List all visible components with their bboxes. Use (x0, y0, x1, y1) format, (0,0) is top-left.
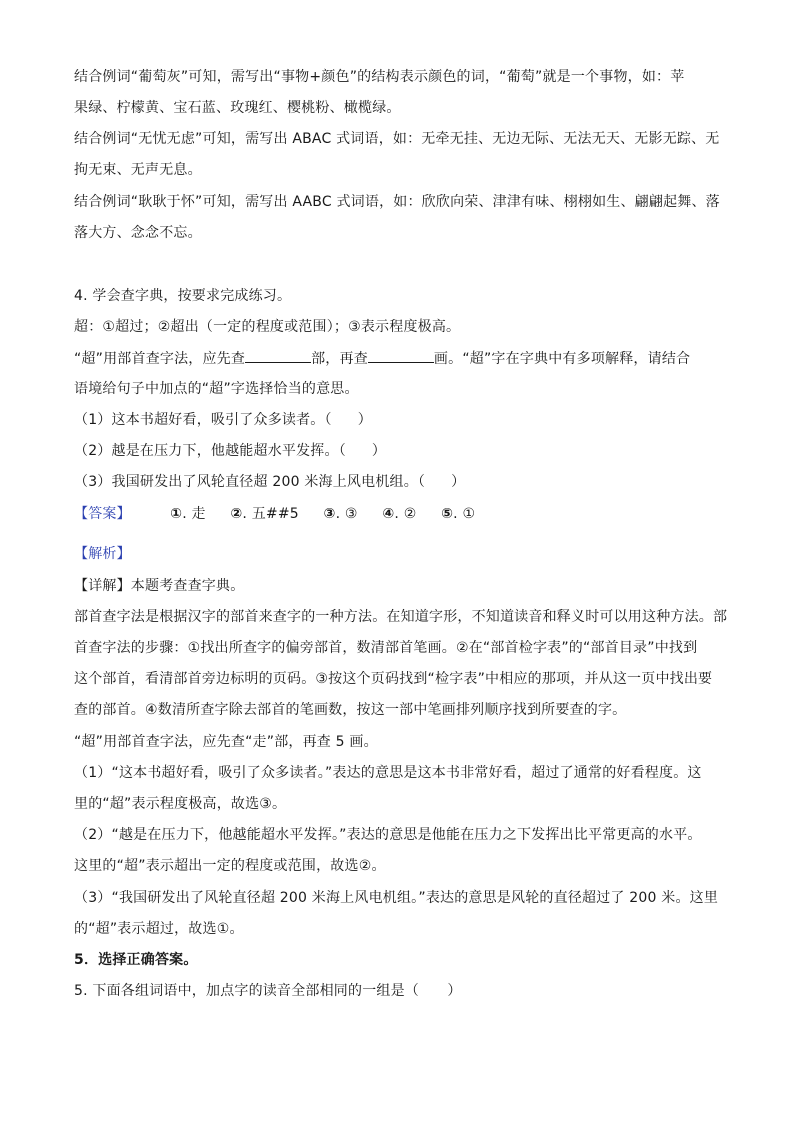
answer-item-1: ①. 走 (170, 506, 206, 522)
q4-item-3-text: （3）我国研发出了风轮直径超 200 米海上风电机组。（ (74, 474, 426, 490)
q4-prompt-part-b: 部，再查 (311, 351, 368, 367)
analysis-p3-line-2: 里的“超”表示程度极高，故选③。 (74, 796, 287, 812)
q4-item-2-close: ） (371, 443, 387, 459)
para-aabc-line-1: 结合例词“耿耿于怀”可知，需写出 AABC 式词语，如：欣欣向荣、津津有味、栩栩如生、翩翩起舞、落 (74, 194, 720, 210)
q4-item-3 (74, 472, 724, 492)
answer-row (74, 504, 724, 524)
analysis-p4-line-2: 这里的“超”表示超出一定的程度或范围，故选②。 (74, 858, 386, 874)
analysis-p4-line-1: （2）“越是在压力下，他越能超水平发挥。”表达的意思是他能在压力之下发挥出比平常更高的水平。 (74, 827, 702, 843)
q4-definition: 超：①超过；②超出（一定的程度或范围）；③表示程度极高。 (74, 319, 461, 335)
radical-blank[interactable] (245, 348, 311, 363)
q4-item-2 (74, 441, 724, 461)
answer-item-5: ⑤. ① (441, 506, 476, 522)
analysis-p5-line-1: （3）“我国研发出了风轮直径超 200 米海上风电机组。”表达的意思是风轮的直径超过了 200 米。这里 (74, 890, 719, 906)
q4-prompt-line-2: 语境给句子中加点的“超”字选择恰当的意思。 (74, 381, 359, 397)
para-abac-line-1: 结合例词“无忧无虑”可知，需写出 ABAC 式词语，如：无牵无挂、无边无际、无法无天、无影无踪、无 (74, 131, 720, 147)
analysis-p2: “超”用部首查字法，应先查“走”部，再查 5 画。 (74, 734, 378, 750)
q4-item-1 (74, 410, 724, 430)
section-5-heading: 5．选择正确答案。 (74, 952, 198, 968)
para-color-line-2: 果绿、柠檬黄、宝石蓝、玫瑰红、樱桃粉、橄榄绿。 (74, 100, 401, 116)
analysis-p1-line-4: 查的部首。④数清所查字除去部首的笔画数，按这一部中笔画排列顺序找到所要查的字。 (74, 702, 627, 718)
analysis-p1-line-2: 首查字法的步骤：①找出所查字的偏旁部首，数清部首笔画。②在“部首检字表”的“部首目录”中找到 (74, 640, 698, 656)
analysis-p3-line-1: （1）“这本书超好看，吸引了众多读者。”表达的意思是这本书非常好看，超过了通常的好看程度。这 (74, 765, 702, 781)
question-5: 5. 下面各组词语中，加点字的读音全部相同的一组是（ ） (74, 983, 462, 999)
answer-item-4: ④. ② (382, 506, 417, 522)
analysis-p5-line-2: 的“超”表示超过，故选①。 (74, 921, 244, 937)
q4-item-2-text: （2）越是在压力下，他越能超水平发挥。（ (74, 443, 346, 459)
analysis-label: 【解析】 (74, 546, 131, 562)
q4-prompt-part-a: “超”用部首查字法，应先查 (74, 351, 246, 367)
answer-label: 【答案】 (74, 506, 131, 522)
q4-prompt (74, 348, 724, 369)
analysis-p1-line-1: 部首查字法是根据汉字的部首来查字的一种方法。在知道字形，不知道读音和释义时可以用这种方法。部 (74, 609, 728, 625)
q4-prompt-part-c: 画。“超”字在字典中有多项解释，请结合 (433, 351, 691, 367)
q4-item-1-text: （1）这本书超好看，吸引了众多读者。（ (74, 412, 332, 428)
answer-item-3: ③. ③ (323, 506, 358, 522)
q4-item-1-close: ） (357, 412, 372, 428)
para-aabc-line-2: 落大方、念念不忘。 (74, 225, 202, 241)
stroke-count-blank[interactable] (368, 348, 434, 363)
analysis-detail: 【详解】本题考查查字典。 (74, 578, 245, 594)
q4-item-3-close: ） (451, 474, 466, 490)
para-abac-line-2: 拘无束、无声无息。 (74, 162, 202, 178)
answer-item-2: ②. 五##5 (230, 506, 299, 522)
analysis-p1-line-3: 这个部首，看清部首旁边标明的页码。③按这个页码找到“检字表”中相应的那项，并从这一页中找出要 (74, 671, 713, 687)
q4-title: 4. 学会查字典，按要求完成练习。 (74, 288, 292, 304)
para-color-line-1: 结合例词“葡萄灰”可知，需写出“事物+颜色”的结构表示颜色的词，“葡萄”就是一个事物，如：苹 (74, 69, 685, 85)
